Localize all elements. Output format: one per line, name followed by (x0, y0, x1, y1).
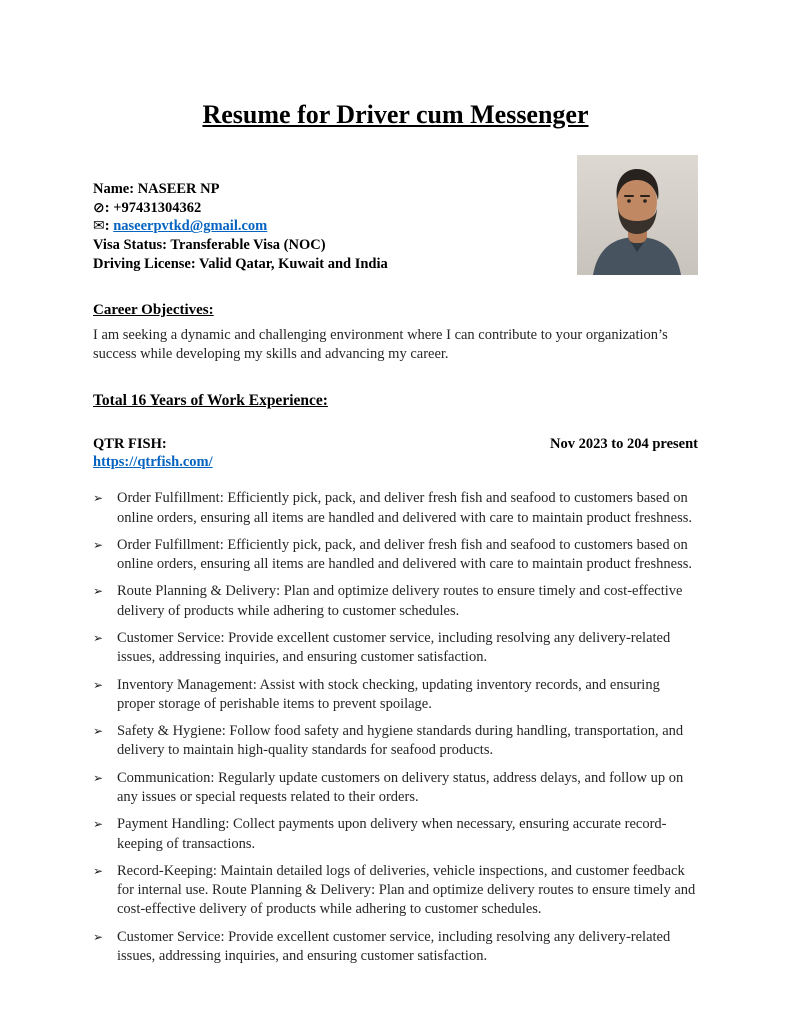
list-item (93, 769, 698, 808)
arrow-bullet-icon: ➢ (93, 863, 104, 878)
list-item (93, 862, 698, 920)
job-header-row (93, 436, 698, 453)
arrow-bullet-icon: ➢ (93, 677, 104, 692)
list-item (93, 815, 698, 854)
list-item (93, 536, 698, 575)
list-item (93, 722, 698, 761)
bullet-text: Payment Handling: Collect payments upon delivery when necessary, ensuring accurate record-keeping of transactions. (117, 816, 667, 852)
list-item (93, 676, 698, 715)
experience-heading: Total 16 Years of Work Experience: (93, 392, 328, 410)
bullet-text: Communication: Regularly update customers on delivery status, address delays, and follow up on any issues or special requests related to their orders. (117, 769, 684, 806)
list-item (93, 582, 698, 621)
arrow-bullet-icon: ➢ (93, 491, 104, 506)
company-website-link[interactable]: https://qtrfish.com/ (93, 454, 213, 471)
list-item (93, 489, 698, 528)
phone-number: +97431304362 (113, 199, 202, 216)
arrow-bullet-icon: ➢ (93, 929, 104, 944)
arrow-bullet-icon: ➢ (93, 631, 104, 646)
email-separator: : (104, 218, 114, 235)
phone-icon: ⊘ (93, 199, 105, 216)
page-title: Resume for Driver cum Messenger (202, 100, 589, 129)
arrow-bullet-icon: ➢ (93, 770, 104, 785)
arrow-bullet-icon: ➢ (93, 537, 104, 552)
driving-license: Driving License: Valid Qatar, Kuwait and India (93, 255, 388, 272)
bullet-text: Customer Service: Provide excellent customer service, including resolving any delivery-related issues, addressing inquiries, and ensuring customer satisfaction. (117, 630, 671, 666)
bullet-text: Record-Keeping: Maintain detailed logs of deliveries, vehicle inspections, and customer feedback for internal use. Route Planning & Delivery: Plan and optimize delivery routes to ensure timely and cost-effective delivery of products while adhering to customer schedules. (117, 862, 696, 918)
career-objectives-text: I am seeking a dynamic and challenging environment where I can contribute to your organization’s success while developing my skills and advancing my career. (93, 326, 668, 362)
bullet-text: Customer Service: Provide excellent customer service, including resolving any delivery-related issues, addressing inquiries, and ensuring customer satisfaction. (117, 928, 671, 964)
list-item (93, 928, 698, 967)
list-item (93, 629, 698, 668)
arrow-bullet-icon: ➢ (93, 584, 104, 599)
arrow-bullet-icon: ➢ (93, 817, 104, 832)
bullet-text: Order Fulfillment: Efficiently pick, pack, and deliver fresh fish and seafood to customers based on online orders, ensuring all items are handled and delivered with care to maintain product freshness. (117, 536, 692, 573)
career-objectives-heading: Career Objectives: (93, 301, 214, 318)
job-dates: Nov 2023 to 204 present (550, 436, 698, 453)
portrait-illustration (577, 155, 698, 275)
email-icon: ✉ (93, 218, 105, 235)
visa-status: Visa Status: Transferable Visa (NOC) (93, 237, 326, 254)
bullet-text: Route Planning & Delivery: Plan and optimize delivery routes to ensure timely and cost-effective delivery of products while adhering to customer schedules. (117, 583, 683, 619)
email-link[interactable]: naseerpvtkd@gmail.com (113, 218, 268, 235)
bullet-text: Order Fulfillment: Efficiently pick, pack, and deliver fresh fish and seafood to customers based on online orders, ensuring all items are handled and delivered with care to maintain product freshness. (117, 490, 692, 526)
bullet-text: Inventory Management: Assist with stock checking, updating inventory records, and ensuring proper storage of perishable items to prevent spoilage. (117, 676, 660, 712)
company-link-row (93, 454, 698, 471)
bullet-text: Safety & Hygiene: Follow food safety and hygiene standards during handling, transportation, and delivery to maintain high-quality standards for seafood products. (117, 723, 684, 759)
profile-photo (577, 155, 698, 275)
phone-separator: : (104, 199, 114, 216)
duties-list (93, 489, 698, 966)
contact-name: Name: NASEER NP (93, 181, 220, 197)
company-name: QTR FISH: (93, 436, 167, 453)
arrow-bullet-icon: ➢ (93, 724, 104, 739)
